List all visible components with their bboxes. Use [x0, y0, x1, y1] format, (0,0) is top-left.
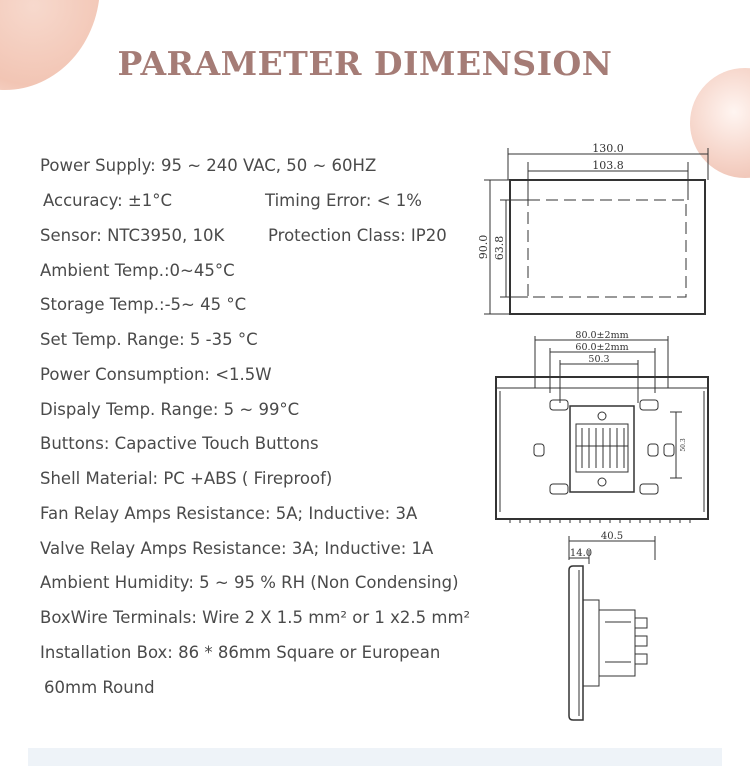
- front-view-drawing: [470, 140, 730, 320]
- dim-inner-height: 63.8: [493, 235, 506, 261]
- side-view-drawing: [565, 530, 685, 730]
- dim-side-depth: 40.5: [600, 531, 624, 542]
- dim-outer-width: 130.0: [592, 142, 624, 155]
- spec-timing-error: Timing Error: < 1%: [265, 191, 422, 210]
- spec-fan-relay: Fan Relay Amps Resistance: 5A; Inductive: 3A: [40, 504, 418, 523]
- dim-back-width-1: 80.0±2mm: [575, 330, 629, 341]
- bottom-bar: [28, 748, 722, 766]
- dim-side-panel: 14.0: [569, 548, 593, 559]
- spec-display-temp-range: Dispaly Temp. Range: 5 ~ 99°C: [40, 400, 300, 419]
- dim-back-side: 50.3: [680, 438, 687, 452]
- spec-shell-material: Shell Material: PC +ABS ( Fireproof): [40, 469, 333, 488]
- dim-outer-height: 90.0: [477, 234, 490, 260]
- spec-protection-class: Protection Class: IP20: [268, 226, 447, 245]
- spec-buttons: Buttons: Capactive Touch Buttons: [40, 434, 319, 453]
- spec-installation-box-continued: 60mm Round: [44, 678, 155, 697]
- spec-valve-relay: Valve Relay Amps Resistance: 3A; Inductive: 1A: [40, 539, 434, 558]
- spec-boxwire-terminals: BoxWire Terminals: Wire 2 X 1.5 mm² or 1 x2.5 mm²: [40, 608, 471, 627]
- spec-power-supply: Power Supply: 95 ~ 240 VAC, 50 ~ 60HZ: [40, 156, 377, 175]
- spec-power-consumption: Power Consumption: <1.5W: [40, 365, 272, 384]
- back-view-drawing: [490, 328, 720, 528]
- dim-back-width-2: 60.0±2mm: [575, 342, 629, 353]
- spec-ambient-humidity: Ambient Humidity: 5 ~ 95 % RH (Non Condensing): [40, 573, 459, 592]
- spec-accuracy: Accuracy: ±1°C: [43, 191, 173, 210]
- spec-ambient-temp: Ambient Temp.:0~45°C: [40, 261, 235, 280]
- dim-inner-width: 103.8: [592, 159, 624, 172]
- spec-sensor: Sensor: NTC3950, 10K: [40, 226, 225, 245]
- dim-back-width-3: 50.3: [588, 354, 610, 365]
- spec-installation-box: Installation Box: 86 * 86mm Square or European: [40, 643, 441, 662]
- spec-set-temp-range: Set Temp. Range: 5 -35 °C: [40, 330, 258, 349]
- spec-storage-temp: Storage Temp.:-5~ 45 °C: [40, 295, 247, 314]
- page-title: PARAMETER DIMENSION: [117, 44, 613, 83]
